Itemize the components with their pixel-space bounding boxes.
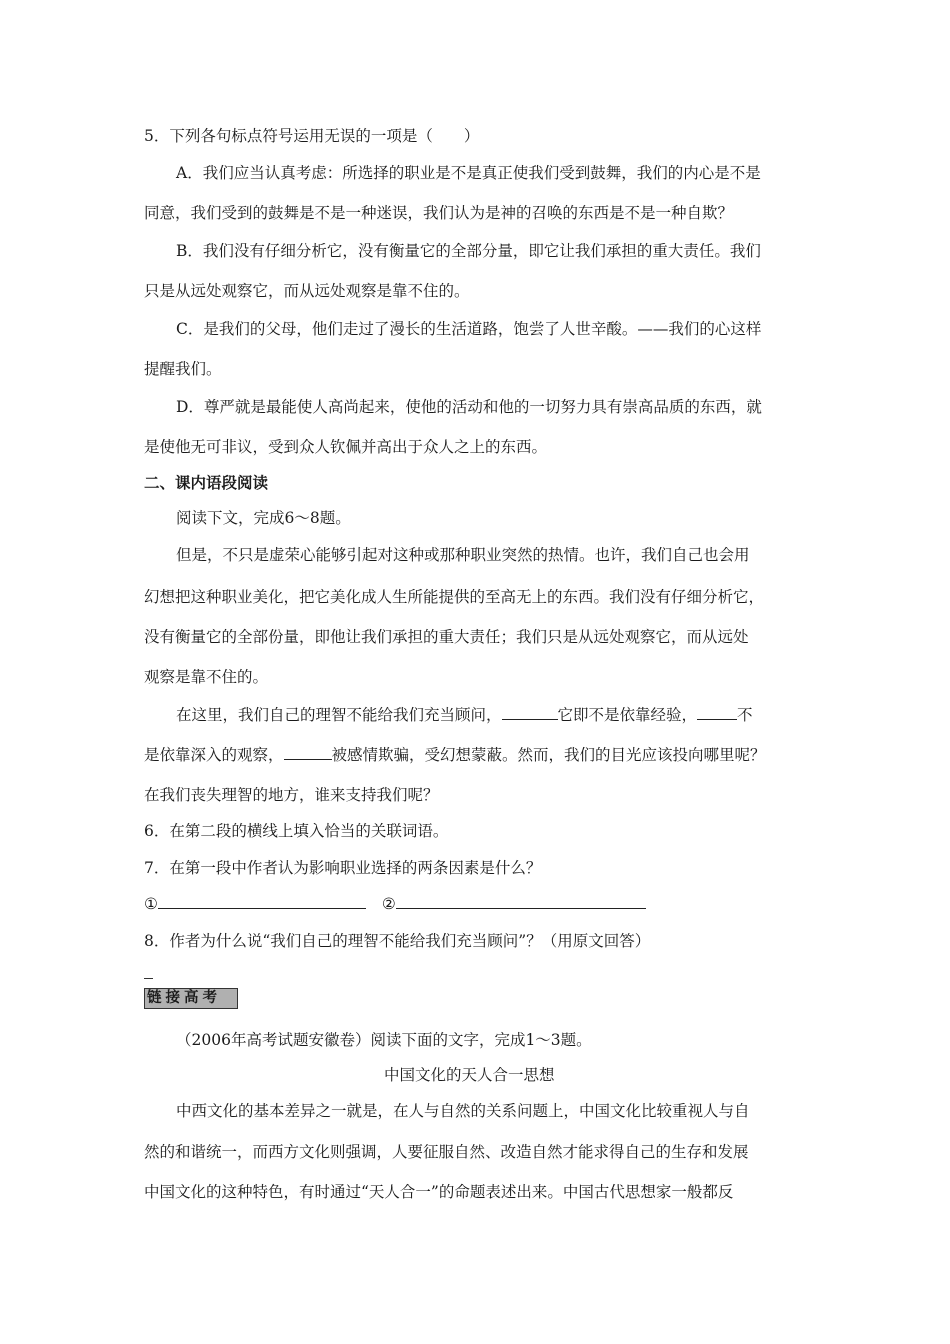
divider-mark [144, 978, 153, 979]
passage-p2-line1 [176, 705, 753, 725]
answer-line-1[interactable] [158, 894, 366, 909]
article-line2: 然的和谐统一，而西方文化则强调，人要征服自然、改造自然才能求得自己的生存和发展 [144, 1143, 749, 1161]
question-7: 7．在第一段中作者认为影响职业选择的两条因素是什么？ [144, 859, 542, 877]
passage-p2-line3: 在我们丧失理智的地方，谁来支持我们呢？ [144, 786, 439, 804]
q5-stem: 5．下列各句标点符号运用无误的一项是（ ） [144, 127, 480, 145]
section-heading: 二、课内语段阅读 [144, 474, 269, 492]
passage-text: 它即不是依靠经验， [557, 706, 698, 724]
link-gaokao-badge: 链接高考 [144, 988, 238, 1009]
passage-text: 是依靠深入的观察， [144, 746, 284, 764]
q5-option-d-line2: 是使他无可非议，受到众人钦佩并高出于众人之上的东西。 [144, 438, 548, 456]
passage-p2-line2 [144, 745, 766, 765]
answer-line-2[interactable] [396, 894, 646, 909]
passage-p1-line1: 但是，不只是虚荣心能够引起对这种或那种职业突然的热情。也许，我们自己也会用 [176, 546, 750, 564]
article-line1: 中西文化的基本差异之一就是，在人与自然的关系问题上，中国文化比较重视人与自 [176, 1102, 750, 1120]
fill-blank-2[interactable] [697, 705, 737, 720]
passage-text: 不 [737, 706, 753, 724]
article-title: 中国文化的天人合一思想 [384, 1066, 555, 1084]
q5-option-a-line2: 同意，我们受到的鼓舞是不是一种迷误，我们认为是神的召唤的东西是不是一种自欺？ [144, 204, 734, 222]
passage-text: 在这里，我们自己的理智不能给我们充当顾问， [176, 706, 502, 724]
article-line3: 中国文化的这种特色，有时通过“天人合一”的命题表述出来。中国古代思想家一般都反 [144, 1183, 734, 1201]
fill-blank-1[interactable] [502, 705, 558, 720]
passage-p1-line2: 幻想把这种职业美化，把它美化成人生所能提供的至高无上的东西。我们没有仔细分析它， [144, 588, 765, 606]
answer-mark-1: ① [144, 895, 158, 913]
passage-text: 被感情欺骗，受幻想蒙蔽。然而，我们的目光应该投向哪里呢？ [331, 746, 766, 764]
q5-option-b-line2: 只是从远处观察它，而从远处观察是靠不住的。 [144, 282, 470, 300]
reading-intro: 阅读下文，完成6～8题。 [176, 509, 351, 527]
q5-option-c-line2: 提醒我们。 [144, 360, 222, 378]
question-6: 6．在第二段的横线上填入恰当的关联词语。 [144, 822, 449, 840]
q5-option-b-line1: B．我们没有仔细分析它，没有衡量它的全部分量，即它让我们承担的重大责任。我们 [176, 242, 761, 260]
q5-option-d-line1: D．尊严就是最能使人高尚起来，使他的活动和他的一切努力具有崇高品质的东西，就 [176, 398, 762, 416]
question-7-answers [144, 894, 646, 914]
passage-p1-line3: 没有衡量它的全部份量，即他让我们承担的重大责任；我们只是从远处观察它，而从远处 [144, 628, 749, 646]
question-8: 8．作者为什么说“我们自己的理智不能给我们充当顾问”？（用原文回答） [144, 932, 651, 950]
fill-blank-3[interactable] [284, 745, 332, 760]
exam-source: （2006年高考试题安徽卷）阅读下面的文字，完成1～3题。 [176, 1031, 592, 1049]
q5-option-c-line1: C．是我们的父母，他们走过了漫长的生活道路，饱尝了人世辛酸。——我们的心这样 [176, 320, 762, 338]
passage-p1-line4: 观察是靠不住的。 [144, 668, 269, 686]
q5-option-a-line1: A．我们应当认真考虑：所选择的职业是不是真正使我们受到鼓舞，我们的内心是不是 [176, 164, 761, 182]
answer-mark-2: ② [381, 895, 396, 913]
